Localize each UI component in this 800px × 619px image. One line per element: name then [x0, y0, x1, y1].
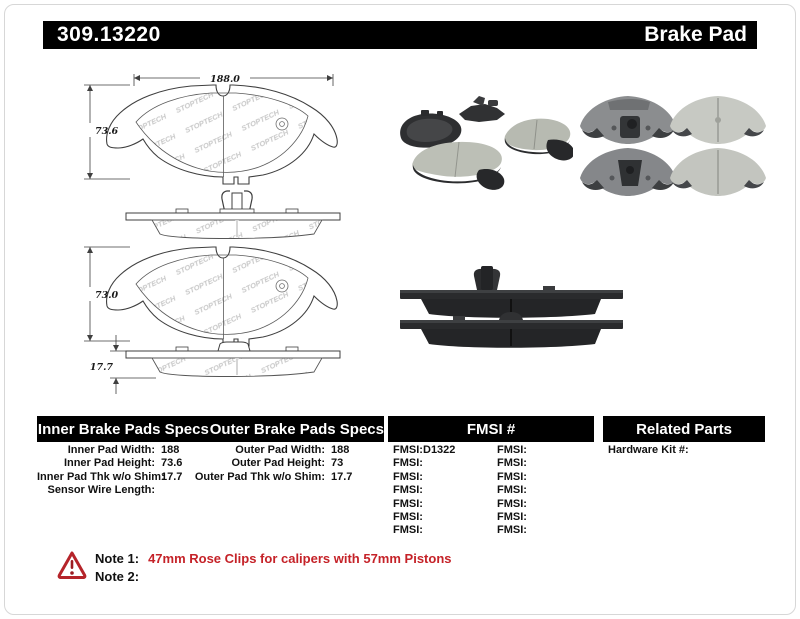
spec-label: Sensor Wire Length: — [47, 484, 155, 497]
inner-specs-list — [37, 444, 187, 498]
note-1-text: 47mm Rose Clips for calipers with 57mm Pistons — [148, 551, 452, 566]
photo3-top-pad — [400, 266, 623, 318]
fmsi-label: FMSI: — [393, 524, 423, 537]
spec-label: Inner Pad Thk w/o Shim: — [37, 470, 165, 483]
outer-spec-row — [180, 444, 385, 457]
fmsi-row — [393, 498, 455, 511]
inner-specs-header: Inner Brake Pads Specs — [37, 420, 209, 438]
note-2 — [95, 569, 148, 584]
fmsi-row — [497, 511, 527, 524]
dim-thickness: 17.7 — [89, 362, 113, 373]
fmsi-label: FMSI: — [497, 484, 527, 497]
fmsi-row — [497, 471, 527, 484]
fmsi-value: D1322 — [423, 444, 456, 456]
photo3-bottom-pad — [400, 312, 623, 348]
page-title: Brake Pad — [644, 23, 747, 46]
spec-label: Outer Pad Width: — [235, 444, 325, 456]
fmsi-header-bar — [388, 416, 594, 442]
spec-value: 188 — [331, 444, 350, 456]
fmsi-list-2 — [497, 444, 527, 538]
inner-spec-row — [37, 484, 187, 497]
outer-spec-row — [180, 471, 385, 484]
dim-height-top: 73.6 — [95, 126, 119, 137]
part-number: 309.13220 — [57, 23, 161, 46]
fmsi-row — [393, 524, 455, 537]
spec-label: Inner Pad Height: — [63, 457, 155, 470]
photo1-backplate — [400, 110, 461, 148]
header-bar — [43, 21, 757, 49]
related-parts-list — [608, 444, 695, 457]
drawing-edge-view-with-clip — [126, 191, 340, 239]
fmsi-row — [393, 484, 455, 497]
technical-drawing — [60, 65, 360, 400]
spec-label: Outer Pad Height: — [231, 457, 325, 470]
dim-width-top: 188.0 — [210, 74, 240, 85]
fmsi-label: FMSI: — [497, 457, 527, 470]
warning-icon — [57, 550, 87, 580]
photo1-sensor-clip — [459, 96, 505, 122]
spec-value: 73.6 — [161, 457, 183, 470]
outer-specs-list — [180, 444, 385, 484]
drawing-front-view-inner-pad — [84, 74, 337, 184]
fmsi-row — [497, 444, 527, 457]
fmsi-row — [497, 524, 527, 537]
fmsi-label: FMSI: — [497, 511, 527, 524]
spec-value — [155, 484, 187, 497]
fmsi-label: FMSI: — [393, 497, 423, 510]
fmsi-label: FMSI: — [393, 457, 423, 470]
note-1-label: Note 1: — [95, 551, 140, 566]
related-label: Hardware Kit #: — [608, 444, 689, 456]
inner-spec-row — [37, 471, 187, 484]
fmsi-row — [393, 457, 455, 470]
drawing-side-view-thickness — [90, 335, 340, 394]
related-parts-header: Related Parts — [636, 420, 732, 438]
fmsi-row — [393, 444, 455, 457]
fmsi-label: FMSI: — [393, 470, 423, 483]
inner-spec-row — [37, 457, 187, 470]
outer-spec-row — [180, 457, 385, 470]
dim-height-bottom: 73.0 — [95, 290, 119, 301]
inner-spec-row — [37, 444, 187, 457]
photo2-friction-bottom — [670, 148, 766, 196]
fmsi-label: FMSI: — [393, 511, 423, 524]
related-parts-header-bar — [603, 416, 765, 442]
fmsi-row — [497, 457, 527, 470]
drawing-front-view-outer-pad — [84, 247, 337, 346]
related-row — [608, 444, 695, 457]
spec-value: 17.7 — [161, 470, 183, 483]
fmsi-label: FMSI: — [497, 444, 527, 456]
note-1 — [95, 551, 452, 566]
photo2-friction-top — [670, 96, 766, 144]
photo2-backplate-top — [580, 96, 676, 144]
spec-value: 188 — [161, 444, 180, 456]
fmsi-label: FMSI: — [497, 470, 527, 483]
fmsi-label: FMSI: — [393, 444, 423, 456]
fmsi-row — [393, 511, 455, 524]
outer-specs-header: Outer Brake Pads Specs — [209, 420, 384, 438]
fmsi-list-1 — [393, 444, 455, 538]
fmsi-label: FMSI: — [393, 484, 423, 497]
fmsi-row — [497, 484, 527, 497]
note-2-label: Note 2: — [95, 569, 140, 584]
photo1-pad-front — [412, 142, 504, 190]
fmsi-row — [497, 498, 527, 511]
spec-value: 73 — [331, 457, 344, 470]
photo-pad-set-perspective — [393, 88, 573, 193]
fmsi-header: FMSI # — [466, 420, 516, 438]
fmsi-label: FMSI: — [497, 524, 527, 537]
related-value — [689, 444, 695, 457]
spec-label: Outer Pad Thk w/o Shim: — [194, 470, 325, 483]
photo2-backplate-bottom — [580, 148, 676, 196]
spec-label: Inner Pad Width: — [67, 444, 155, 456]
spec-value: 17.7 — [331, 470, 353, 483]
fmsi-label: FMSI: — [497, 497, 527, 510]
photo-pad-set-grid — [576, 90, 768, 198]
fmsi-row — [393, 471, 455, 484]
photo-pads-edge-view — [393, 262, 628, 357]
photo1-pad-right — [505, 119, 573, 161]
pads-specs-header-bar — [37, 416, 384, 442]
